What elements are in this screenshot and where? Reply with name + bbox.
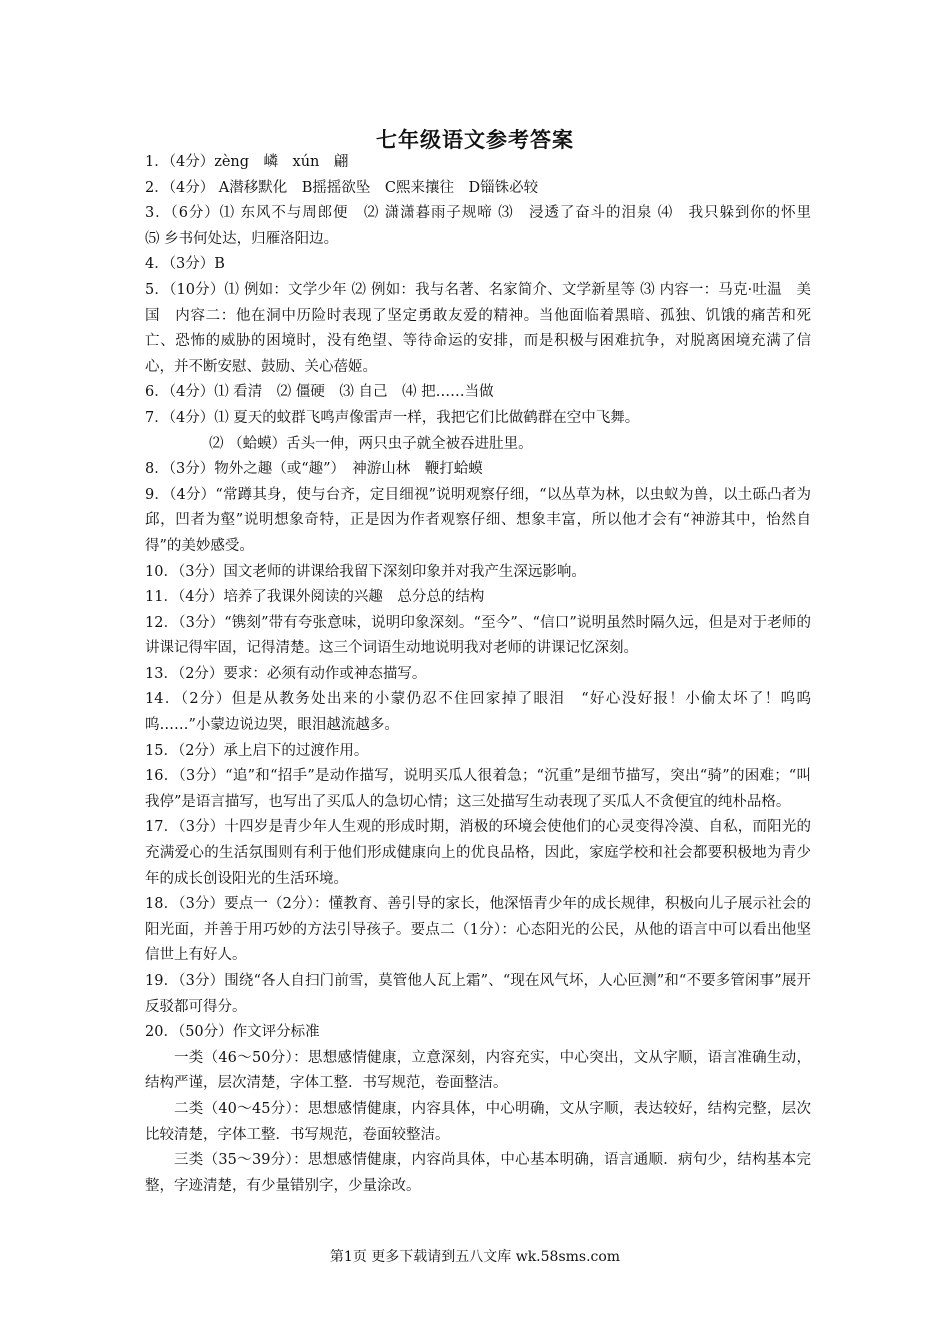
answer-item-16: 16．（3分）“追”和“招手”是动作描写，说明买瓜人很着急；“沉重”是细节描写，突出“骑”的困难；“叫我停”是语言描写，也写出了买瓜人的急切心情；这三处描写生动表现了买瓜人不贪便宜的纯朴品格。: [145, 768, 811, 810]
answer-item-4: 4．（3分）B: [145, 256, 225, 273]
answer-item-1: 1．（4分）zèng 嶙 xún 翩: [145, 154, 349, 170]
answer-item-9: 9．（4分）“常蹲其身，使与台齐，定目细视”说明观察仔细，“以丛草为林，以虫蚁为兽，以土砾凸者为邱，凹者为壑”说明想象奇特，正是因为作者观察仔细、想象丰富，所以他才会有“神游其中，怡然自得”的美妙感受。: [145, 486, 811, 554]
answer-item-7: 7．（4分）⑴ 夏天的蚊群飞鸣声像雷声一样，我把它们比做鹤群在空中飞舞。: [145, 409, 640, 426]
answer-item-14: 14．（2分）但是从教务处出来的小蒙仍忍不住回家掉了眼泪 “好心没好报！小偷太坏了！呜呜呜……”小蒙边说边哭，眼泪越流越多。: [145, 691, 811, 734]
answer-item-15: 15．（2分）承上启下的过渡作用。: [145, 742, 369, 759]
answer-item-20: 20．（50分）作文评分标准: [145, 1024, 320, 1041]
answer-item-13: 13．（2分）要求：必须有动作或神态描写。: [145, 665, 427, 682]
answer-item-12: 12．（3分）“镌刻”带有夸张意味，说明印象深刻。“至今”、“信口”说明虽然时隔久远，但是对于老师的讲课记得牢固，记得清楚。这三个词语生动地说明我对老师的讲课记忆深刻。: [145, 614, 811, 657]
grading-level-2: 二类（40～45分）：思想感情健康，内容具体，中心明确，文从字顺，表达较好，结构完整，层次比较清楚，字体工整．书写规范，卷面较整洁。: [145, 1100, 811, 1143]
answer-item-11: 11．（4分）培养了我课外阅读的兴趣 总分总的结构: [145, 589, 485, 606]
answer-item-7-sub: ⑵ （蛤蟆）舌头一伸，两只虫子就全被吞进肚里。: [209, 435, 533, 452]
answer-item-19: 19．（3分）围绕“各人自扫门前雪，莫管他人瓦上霜”、“现在风气坏，人心叵测”和“不要多管闲事”展开反驳都可得分。: [145, 973, 811, 1015]
answer-item-6: 6．（4分）⑴ 看清 ⑵ 僵硬 ⑶ 自己 ⑷ 把……当做: [145, 384, 494, 401]
grading-level-3: 三类（35～39分）：思想感情健康，内容尚具体，中心基本明确，语言通顺．病句少，结构基本完整，字迹清楚，有少量错别字，少量涂改。: [145, 1152, 811, 1194]
answer-item-3: 3．（6分）⑴ 东风不与周郎便 ⑵ 潇潇暮雨子规啼 ⑶ 浸透了奋斗的泪泉 ⑷ 我只躲到你的怀里 ⑸ 乡书何处达，归雁洛阳边。: [145, 205, 840, 247]
answer-item-17: 17．（3分）十四岁是青少年人生观的形成时期，消极的环境会使他们的心灵变得冷漠、自私，而阳光的充满爱心的生活氛围则有利于他们形成健康向上的优良品格，因此，家庭学校和社会都要积极地为青少年的成长创设阳光的生活环境。: [145, 819, 811, 887]
answer-item-10: 10．（3分）国文老师的讲课给我留下深刻印象并对我产生深远影响。: [145, 563, 586, 580]
page-footer: 第1页 更多下载请到五八文库 wk.58sms.com: [329, 1249, 621, 1265]
answer-item-5: 5．（10分）⑴ 例如：文学少年 ⑵ 例如：我与名著、名家简介、文学新星等 ⑶ 内容一：马克·吐温 美国 内容二：他在洞中历险时表现了坚定勇敢友爱的精神。当他面临着黑暗、孤独、饥饿的痛苦和死亡、恐怖的威胁的困境时，没有绝望、等待命运的安排，而是积极与困难抗争，对脱离困境充满了信心，并不断安慰、鼓励、关心蓓姬。: [145, 281, 811, 375]
answer-item-8: 8．（3分）物外之趣（或“趣”） 神游山林 鞭打蛤蟆: [145, 461, 483, 478]
answer-list: [145, 150, 840, 1199]
answer-item-18: 18．（3分）要点一（2分）：懂教育、善引导的家长，他深悟青少年的成长规律，积极向儿子展示社会的阳光面，并善于用巧妙的方法引导孩子。要点二（1分）：心态阳光的公民，从他的语言中可以看出他坚信世上有好人。: [145, 896, 811, 964]
page-title: 七年级语文参考答案: [376, 128, 574, 152]
grading-level-1: 一类（46～50分）：思想感情健康，立意深刻，内容充实，中心突出，文从字顺，语言准确生动，结构严谨，层次清楚，字体工整．书写规范，卷面整洁。: [145, 1049, 811, 1092]
answer-item-2: 2．（4分） A潜移默化 B摇摇欲坠 C熙来攘往 D锱铢必较: [145, 179, 539, 196]
